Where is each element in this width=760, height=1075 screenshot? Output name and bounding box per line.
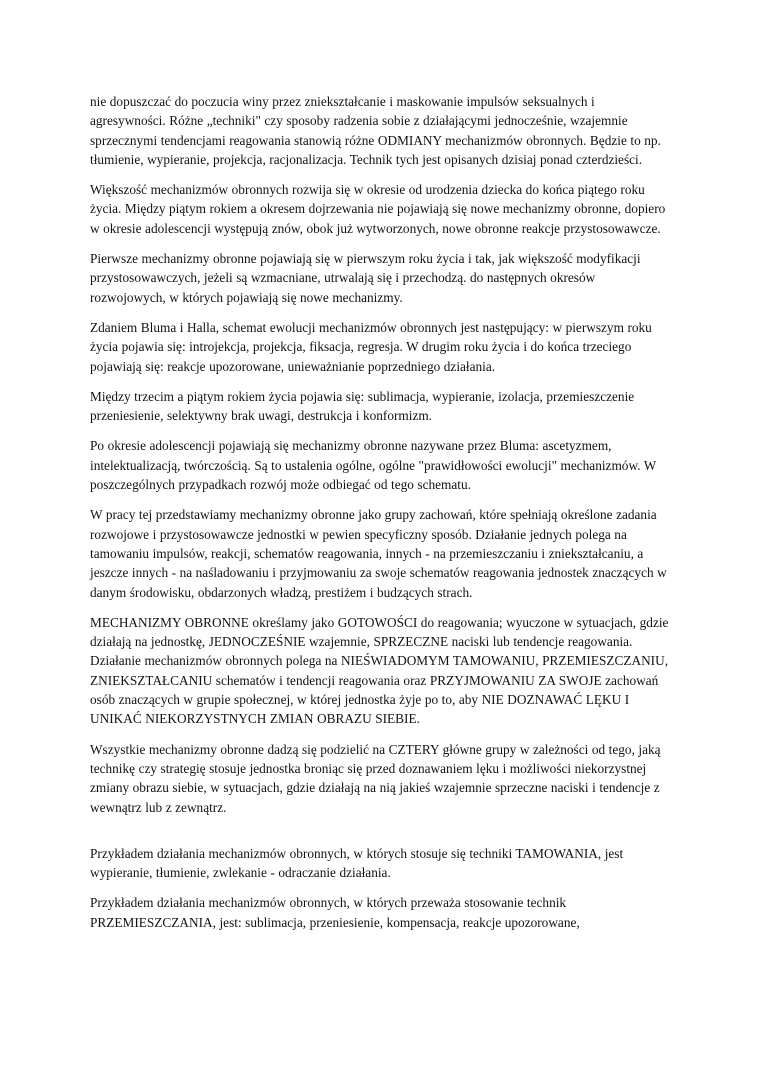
paragraph-development-period: Większość mechanizmów obronnych rozwija się w okresie od urodzenia dziecka do końca piątego roku życia. Między piątym rokiem a okresem dojrzewania nie pojawiają się nowe mechanizmy obronne, dopiero w okresie adolescencji występują znów, obok już wytworzonych, nowe obronne reakcje przystosowawcze. [90,182,666,236]
paragraph-behavior-groups: W pracy tej przedstawiamy mechanizmy obronne jako grupy zachowań, które spełniają określone zadania rozwojowe i przystosowawcze jednostki w pewien specyficzny sposób. Działanie jednych polega na tamowaniu impulsów, reakcji, schematów reagowania, innych - na przemieszczaniu i zniekształcaniu, a jeszcze innych - na naśladowaniu i przyjmowaniu za swoje schematów reagowania jednostek znaczących w danym środowisku, obdarzonych władzą, prestiżem i budzących strach. [90,507,667,600]
paragraph-four-groups: Wszystkie mechanizmy obronne dadzą się podzielić na CZTERY główne grupy w zależności od tego, jaką technikę czy strategię stosuje jednostka broniąc się przed doznawaniem lęku i możliwości niekorzystnej zmiany obrazu siebie, w sytuacjach, gdzie działają na nią jakieś wzajemnie sprzeczne naciski i tendencje z wewnątrz lub z zewnątrz. [90,741,661,815]
paragraph-third-fifth-year: Między trzecim a piątym rokiem życia pojawia się: sublimacja, wypieranie, izolacja, przemieszczenie przeniesienie, selektywny brak uwagi, destrukcja i konformizm. [90,388,635,424]
paragraph-przemieszczanie-examples: Przykładem działania mechanizmów obronnych, w których przeważa stosowanie technik PRZEMIESZCZANIA, jest: sublimacja, przeniesienie, kompensacja, reakcje upozorowane, [90,895,580,930]
paragraph-definition: MECHANIZMY OBRONNE określamy jako GOTOWOŚCI do reagowania; wyuczone w sytuacjach, gdzie działają na jednostkę, JEDNOCZEŚNIE wzajemnie, SPRZECZNE naciski lub tendencje reagowania. Działanie mechanizmów obronnych polega na NIEŚWIADOMYM TAMOWANIU, PRZEMIESZCZANIU, ZNIEKSZTAŁCANIU schematów i tendencji reagowania oraz PRZYJMOWANIU ZA SWOJE zachowań osób znaczących w grupie społecznej, w której jednostka żyje po to, aby NIE DOZNAWAĆ LĘKU I UNIKAĆ NIEKORZYSTNYCH ZMIAN OBRAZU SIEBIE. [90,614,669,727]
paragraph-first-mechanisms: Pierwsze mechanizmy obronne pojawiają się w pierwszym roku życia i tak, jak większość modyfikacji przystosowawczych, jeżeli są wzmacniane, utrwalają się i przechodzą. do następnych okresów rozwojowych, w których pojawiają się nowe mechanizmy. [90,251,641,305]
paragraph-techniques-intro: nie dopuszczać do poczucia winy przez zniekształcanie i maskowanie impulsów seksualnych i agresywności. Różne „techniki" czy sposoby radzenia sobie z działającymi jednocześnie, wzajemnie sprzecznymi tendencjami reagowania stanowią różne ODMIANY mechanizmów obronnych. Będzie to np. tłumienie, wypieranie, projekcja, racjonalizacja. Technik tych jest opisanych dzisiaj ponad czterdzieści. [90,94,661,167]
paragraph-adolescence: Po okresie adolescencji pojawiają się mechanizmy obronne nazywane przez Bluma: ascetyzmem, intelektualizacją, twórczością. Są to ustalenia ogólne, ogólne "prawidłowości ewolucji" mechanizmów. W poszczególnych przypadkach rozwój może odbiegać od tego schematu. [90,438,657,493]
paragraph-tamowanie-examples: Przykładem działania mechanizmów obronnych, w których stosuje się techniki TAMOWANIA, jest wypieranie, tłumienie, zwlekanie - odraczanie działania. [90,845,624,881]
paragraph-blum-hall-schema: Zdaniem Bluma i Halla, schemat ewolucji mechanizmów obronnych jest następujący: w pierwszym roku życia pojawia się: introjekcja, projekcja, fiksacja, regresja. W drugim roku życia i do końca trzeciego pojawiają się: reakcje upozorowane, unieważnianie poprzedniego działania. [90,319,652,374]
